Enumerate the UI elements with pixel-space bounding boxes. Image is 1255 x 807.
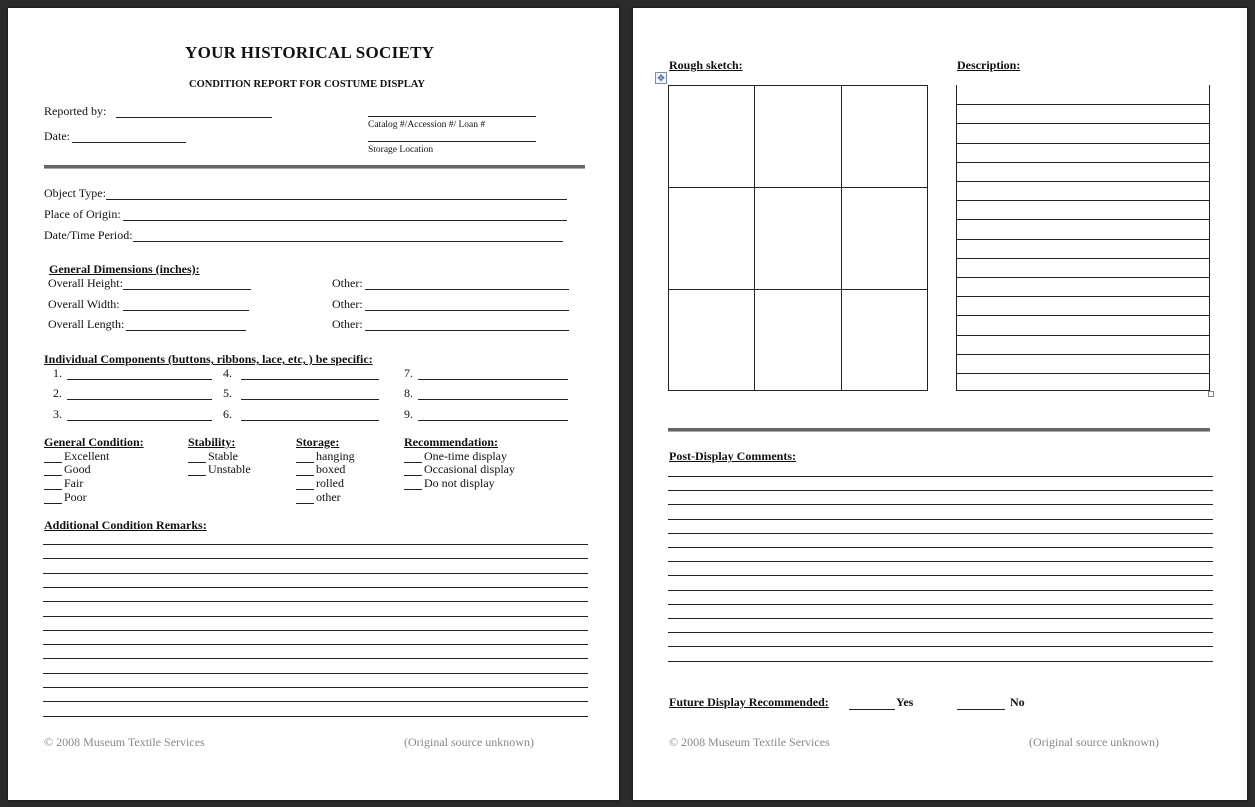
other-label-3: Other: xyxy=(332,317,363,331)
remarks-heading: Additional Condition Remarks: xyxy=(44,518,207,532)
overall-height-field[interactable] xyxy=(123,289,251,290)
overall-length-field[interactable] xyxy=(126,330,246,331)
other-field-3[interactable] xyxy=(365,330,569,331)
footer-source: (Original source unknown) xyxy=(404,735,534,749)
recommendation-option: Occasional display xyxy=(424,462,515,476)
description-line[interactable] xyxy=(957,143,1209,144)
post-display-line[interactable] xyxy=(668,519,1213,520)
sketch-cell[interactable] xyxy=(755,290,842,390)
condition-option: Excellent xyxy=(64,449,110,463)
post-display-line[interactable] xyxy=(668,533,1213,534)
remark-line[interactable] xyxy=(43,573,588,574)
recommendation-option: Do not display xyxy=(424,476,495,490)
description-line[interactable] xyxy=(957,219,1209,220)
sketch-cell[interactable] xyxy=(842,86,927,188)
page-1 xyxy=(8,8,619,800)
resize-handle-icon[interactable] xyxy=(1208,391,1214,397)
reported-by-label: Reported by: xyxy=(44,104,107,118)
post-display-line[interactable] xyxy=(668,476,1213,477)
object-type-field[interactable] xyxy=(106,199,567,200)
sketch-cell[interactable] xyxy=(669,290,755,390)
society-title: YOUR HISTORICAL SOCIETY xyxy=(185,43,435,62)
description-line[interactable] xyxy=(957,296,1209,297)
other-field-1[interactable] xyxy=(365,289,569,290)
remark-line[interactable] xyxy=(43,644,588,645)
component-field-2[interactable] xyxy=(67,399,212,400)
other-label-2: Other: xyxy=(332,297,363,311)
description-line[interactable] xyxy=(957,162,1209,163)
general-condition-heading: General Condition: xyxy=(44,435,144,449)
remark-line[interactable] xyxy=(43,701,588,702)
sketch-cell[interactable] xyxy=(669,188,755,290)
page-2 xyxy=(633,8,1247,800)
sketch-cell[interactable] xyxy=(669,86,755,188)
future-display-label: Future Display Recommended: xyxy=(669,695,829,709)
object-type-label: Object Type: xyxy=(44,186,106,200)
checkbox-blank[interactable] xyxy=(296,462,314,463)
sketch-cell[interactable] xyxy=(755,188,842,290)
checkbox-blank[interactable] xyxy=(296,475,314,476)
report-subtitle: CONDITION REPORT FOR COSTUME DISPLAY xyxy=(189,79,425,90)
no-blank[interactable] xyxy=(957,709,1005,710)
yes-blank[interactable] xyxy=(849,709,895,710)
component-number: 9. xyxy=(404,407,413,421)
stability-heading: Stability: xyxy=(188,435,236,449)
storage-option: boxed xyxy=(316,462,346,476)
description-line[interactable] xyxy=(957,239,1209,240)
other-field-2[interactable] xyxy=(365,310,569,311)
storage-option: rolled xyxy=(316,476,344,490)
remark-line[interactable] xyxy=(43,616,588,617)
description-line[interactable] xyxy=(957,200,1209,201)
description-line[interactable] xyxy=(957,277,1209,278)
checkbox-blank[interactable] xyxy=(296,489,314,490)
component-number: 4. xyxy=(223,366,232,380)
storage-option: hanging xyxy=(316,449,355,463)
component-number: 8. xyxy=(404,386,413,400)
post-display-line[interactable] xyxy=(668,590,1213,591)
yes-label: Yes xyxy=(896,695,914,709)
remark-line[interactable] xyxy=(43,587,588,588)
remark-line[interactable] xyxy=(43,630,588,631)
description-line[interactable] xyxy=(957,123,1209,124)
description-label: Description: xyxy=(957,58,1021,72)
component-field-1[interactable] xyxy=(67,379,212,380)
post-display-line[interactable] xyxy=(668,561,1213,562)
post-display-line[interactable] xyxy=(668,504,1213,505)
component-number: 5. xyxy=(223,386,232,400)
overall-length-label: Overall Length: xyxy=(48,317,125,331)
description-line[interactable] xyxy=(957,315,1209,316)
table-move-icon[interactable]: ✥ xyxy=(655,72,667,84)
catalog-label: Catalog #/Accession #/ Loan # xyxy=(368,120,486,130)
recommendation-heading: Recommendation: xyxy=(404,435,498,449)
remark-line[interactable] xyxy=(43,673,588,674)
component-field-8[interactable] xyxy=(418,399,568,400)
checkbox-blank[interactable] xyxy=(44,503,62,504)
dimensions-heading: General Dimensions (inches): xyxy=(49,262,200,276)
component-number: 7. xyxy=(404,366,413,380)
post-display-line[interactable] xyxy=(668,618,1213,619)
catalog-field[interactable] xyxy=(368,116,536,117)
place-of-origin-label: Place of Origin: xyxy=(44,207,121,221)
checkbox-blank[interactable] xyxy=(404,489,422,490)
post-display-line[interactable] xyxy=(668,490,1213,491)
checkbox-blank[interactable] xyxy=(404,462,422,463)
section-divider xyxy=(668,428,1210,432)
no-label: No xyxy=(1010,695,1025,709)
component-field-9[interactable] xyxy=(418,420,568,421)
storage-location-label: Storage Location xyxy=(368,145,434,155)
description-line[interactable] xyxy=(957,104,1209,105)
footer-copyright: © 2008 Museum Textile Services xyxy=(44,735,205,749)
recommendation-option: One-time display xyxy=(424,449,507,463)
component-field-4[interactable] xyxy=(241,379,379,380)
checkbox-blank[interactable] xyxy=(188,475,206,476)
date-field[interactable] xyxy=(72,142,186,143)
checkbox-blank[interactable] xyxy=(44,475,62,476)
description-line[interactable] xyxy=(957,354,1209,355)
component-field-7[interactable] xyxy=(418,379,568,380)
post-display-line[interactable] xyxy=(668,632,1213,633)
storage-location-field[interactable] xyxy=(368,141,536,142)
rough-sketch-label: Rough sketch: xyxy=(669,58,743,72)
component-number: 1. xyxy=(53,366,62,380)
post-display-line[interactable] xyxy=(668,646,1213,647)
post-display-line[interactable] xyxy=(668,547,1213,548)
component-number: 3. xyxy=(53,407,62,421)
overall-width-label: Overall Width: xyxy=(48,297,120,311)
post-display-label: Post-Display Comments: xyxy=(669,449,796,463)
condition-option: Fair xyxy=(64,476,84,490)
section-divider xyxy=(44,165,585,169)
sketch-cell[interactable] xyxy=(842,290,927,390)
other-label-1: Other: xyxy=(332,276,363,290)
rough-sketch-grid[interactable] xyxy=(668,85,928,391)
remark-line[interactable] xyxy=(43,716,588,717)
components-heading: Individual Components (buttons, ribbons, lace, etc, ) be specific: xyxy=(44,352,373,366)
reported-by-field[interactable] xyxy=(116,117,272,118)
description-line[interactable] xyxy=(957,335,1209,336)
date-time-period-label: Date/Time Period: xyxy=(44,228,133,242)
footer-copyright: © 2008 Museum Textile Services xyxy=(669,735,830,749)
description-line[interactable] xyxy=(957,373,1209,374)
component-number: 2. xyxy=(53,386,62,400)
stability-option: Unstable xyxy=(208,462,251,476)
place-of-origin-field[interactable] xyxy=(123,220,567,221)
footer-source: (Original source unknown) xyxy=(1029,735,1159,749)
post-display-line[interactable] xyxy=(668,575,1213,576)
sketch-cell[interactable] xyxy=(842,188,927,290)
component-field-5[interactable] xyxy=(241,399,379,400)
remark-line[interactable] xyxy=(43,558,588,559)
remark-line[interactable] xyxy=(43,687,588,688)
post-display-line[interactable] xyxy=(668,661,1213,662)
checkbox-blank[interactable] xyxy=(44,489,62,490)
date-label: Date: xyxy=(44,129,70,143)
condition-option: Good xyxy=(64,462,91,476)
overall-height-label: Overall Height: xyxy=(48,276,123,290)
checkbox-blank[interactable] xyxy=(296,503,314,504)
description-line[interactable] xyxy=(957,181,1209,182)
checkbox-blank[interactable] xyxy=(188,462,206,463)
checkbox-blank[interactable] xyxy=(44,462,62,463)
storage-option: other xyxy=(316,490,341,504)
remark-line[interactable] xyxy=(43,658,588,659)
component-number: 6. xyxy=(223,407,232,421)
condition-option: Poor xyxy=(64,490,87,504)
component-field-3[interactable] xyxy=(67,420,212,421)
post-display-line[interactable] xyxy=(668,604,1213,605)
overall-width-field[interactable] xyxy=(123,310,249,311)
description-line[interactable] xyxy=(957,258,1209,259)
component-field-6[interactable] xyxy=(241,420,379,421)
storage-heading: Storage: xyxy=(296,435,340,449)
description-box[interactable] xyxy=(956,85,1210,391)
stability-option: Stable xyxy=(208,449,238,463)
sketch-cell[interactable] xyxy=(755,86,842,188)
remark-line[interactable] xyxy=(43,601,588,602)
checkbox-blank[interactable] xyxy=(404,475,422,476)
date-time-period-field[interactable] xyxy=(133,241,563,242)
remark-line[interactable] xyxy=(43,544,588,545)
